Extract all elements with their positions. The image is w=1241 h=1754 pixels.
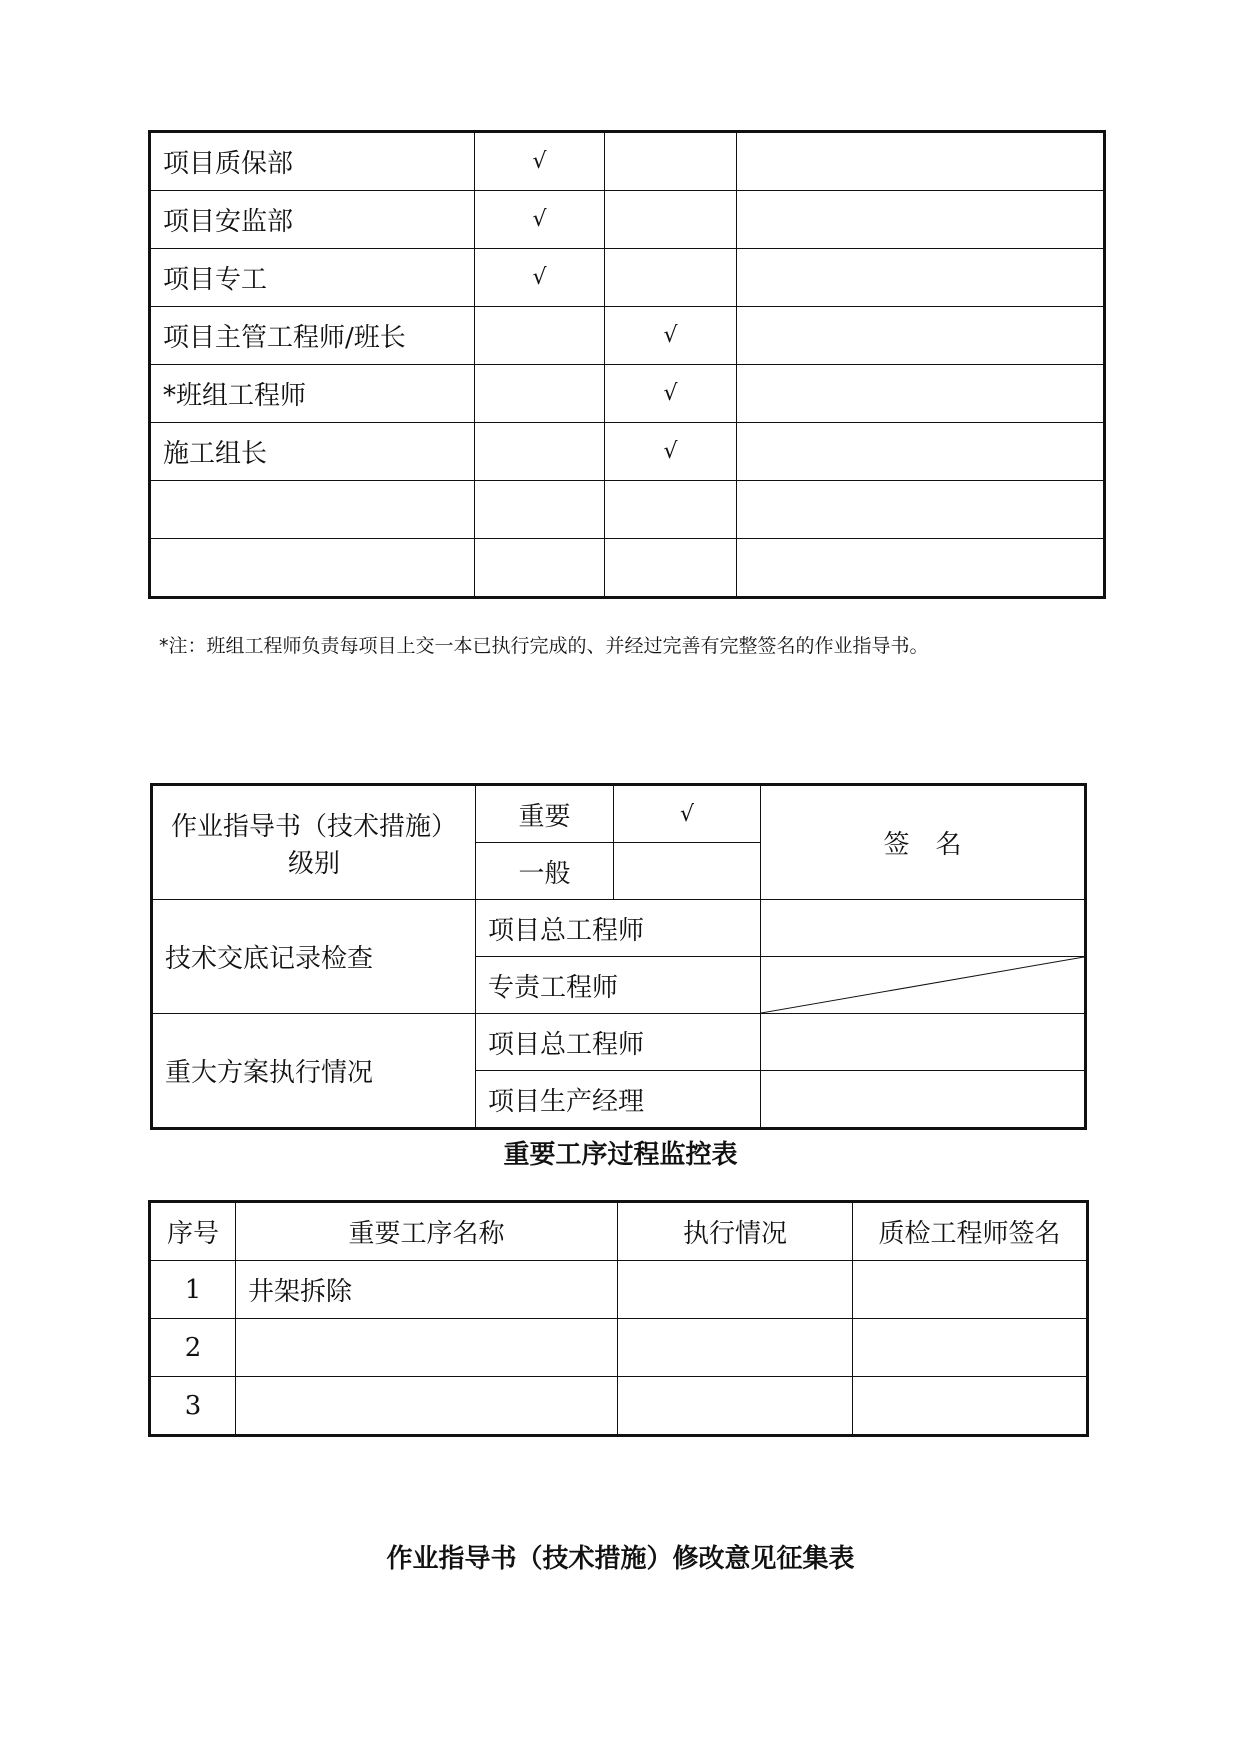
production-manager-label: 项目生产经理 (476, 1071, 761, 1129)
empty-cell (853, 1377, 1088, 1436)
row-name: 项目主管工程师/班长 (150, 307, 475, 365)
check-mark: √ (605, 307, 737, 365)
chief-engineer-label-2: 项目总工程师 (476, 1014, 761, 1071)
header-no: 序号 (150, 1202, 236, 1261)
level-label-line2: 级别 (287, 848, 340, 879)
monitor-table (148, 1200, 1089, 1437)
empty-cell (618, 1319, 853, 1377)
signature-cell (761, 1071, 1086, 1129)
row-no: 2 (150, 1319, 236, 1377)
empty-cell (150, 481, 475, 539)
empty-cell (618, 1261, 853, 1319)
important-label: 重要 (476, 785, 614, 843)
opinion-table-title: 作业指导书（技术措施）修改意见征集表 (386, 1544, 855, 1574)
footnote: *注：班组工程师负责每项目上交一本已执行完成的、并经过完善有完整签名的作业指导书。 (159, 635, 929, 657)
row-name: 项目质保部 (150, 132, 475, 191)
check-mark: √ (475, 191, 605, 249)
empty-cell (737, 365, 1105, 423)
monitor-table-title: 重要工序过程监控表 (503, 1140, 738, 1170)
row-no: 1 (150, 1261, 236, 1319)
table-row (150, 1319, 1088, 1377)
signature-cell (761, 1014, 1086, 1071)
row-process-name (236, 1319, 618, 1377)
chief-engineer-label: 项目总工程师 (476, 900, 761, 957)
table-row (152, 785, 1086, 843)
empty-cell (618, 1377, 853, 1436)
row-process-name (236, 1377, 618, 1436)
level-table (150, 783, 1087, 1130)
empty-cell (605, 539, 737, 598)
row-name: 施工组长 (150, 423, 475, 481)
table-row (152, 1014, 1086, 1071)
check-mark (475, 307, 605, 365)
diagonal-line (761, 957, 1084, 1013)
empty-cell (150, 539, 475, 598)
tech-check-label: 技术交底记录检查 (152, 900, 476, 1014)
diagonal-strike-cell (761, 957, 1086, 1014)
check-mark: √ (475, 132, 605, 191)
level-label (152, 785, 476, 900)
check-mark (605, 132, 737, 191)
header-execution: 执行情况 (618, 1202, 853, 1261)
check-mark (475, 365, 605, 423)
check-mark: √ (605, 423, 737, 481)
table-row (150, 249, 1105, 307)
table-row (150, 191, 1105, 249)
header-inspector-signature: 质检工程师签名 (853, 1202, 1088, 1261)
empty-cell (737, 481, 1105, 539)
distribution-table (148, 130, 1106, 599)
empty-cell (737, 423, 1105, 481)
empty-cell (737, 132, 1105, 191)
table-row (150, 481, 1105, 539)
empty-cell (605, 481, 737, 539)
row-name: *班组工程师 (150, 365, 475, 423)
table-row (152, 900, 1086, 957)
table-row (150, 539, 1105, 598)
empty-cell (475, 481, 605, 539)
header-process-name: 重要工序名称 (236, 1202, 618, 1261)
row-name: 项目安监部 (150, 191, 475, 249)
empty-cell (737, 249, 1105, 307)
signature-header: 签 名 (761, 785, 1086, 900)
table-row (150, 132, 1105, 191)
general-label: 一般 (476, 843, 614, 900)
general-check-mark (614, 843, 761, 900)
empty-cell (737, 539, 1105, 598)
table-row (150, 1261, 1088, 1319)
signature-cell (761, 900, 1086, 957)
check-mark: √ (475, 249, 605, 307)
check-mark: √ (605, 365, 737, 423)
check-mark (605, 191, 737, 249)
empty-cell (737, 191, 1105, 249)
empty-cell (475, 539, 605, 598)
table-header-row (150, 1202, 1088, 1261)
table-row (150, 1377, 1088, 1436)
important-check-mark: √ (614, 785, 761, 843)
dedicated-engineer-label: 专责工程师 (476, 957, 761, 1014)
empty-cell (853, 1319, 1088, 1377)
check-mark (475, 423, 605, 481)
table-row (150, 365, 1105, 423)
row-name: 项目专工 (150, 249, 475, 307)
check-mark (605, 249, 737, 307)
level-label-line1: 作业指导书（技术措施） (170, 811, 457, 842)
table-row (150, 307, 1105, 365)
row-process-name: 井架拆除 (236, 1261, 618, 1319)
major-plan-label: 重大方案执行情况 (152, 1014, 476, 1129)
table-row (150, 423, 1105, 481)
empty-cell (853, 1261, 1088, 1319)
empty-cell (737, 307, 1105, 365)
row-no: 3 (150, 1377, 236, 1436)
